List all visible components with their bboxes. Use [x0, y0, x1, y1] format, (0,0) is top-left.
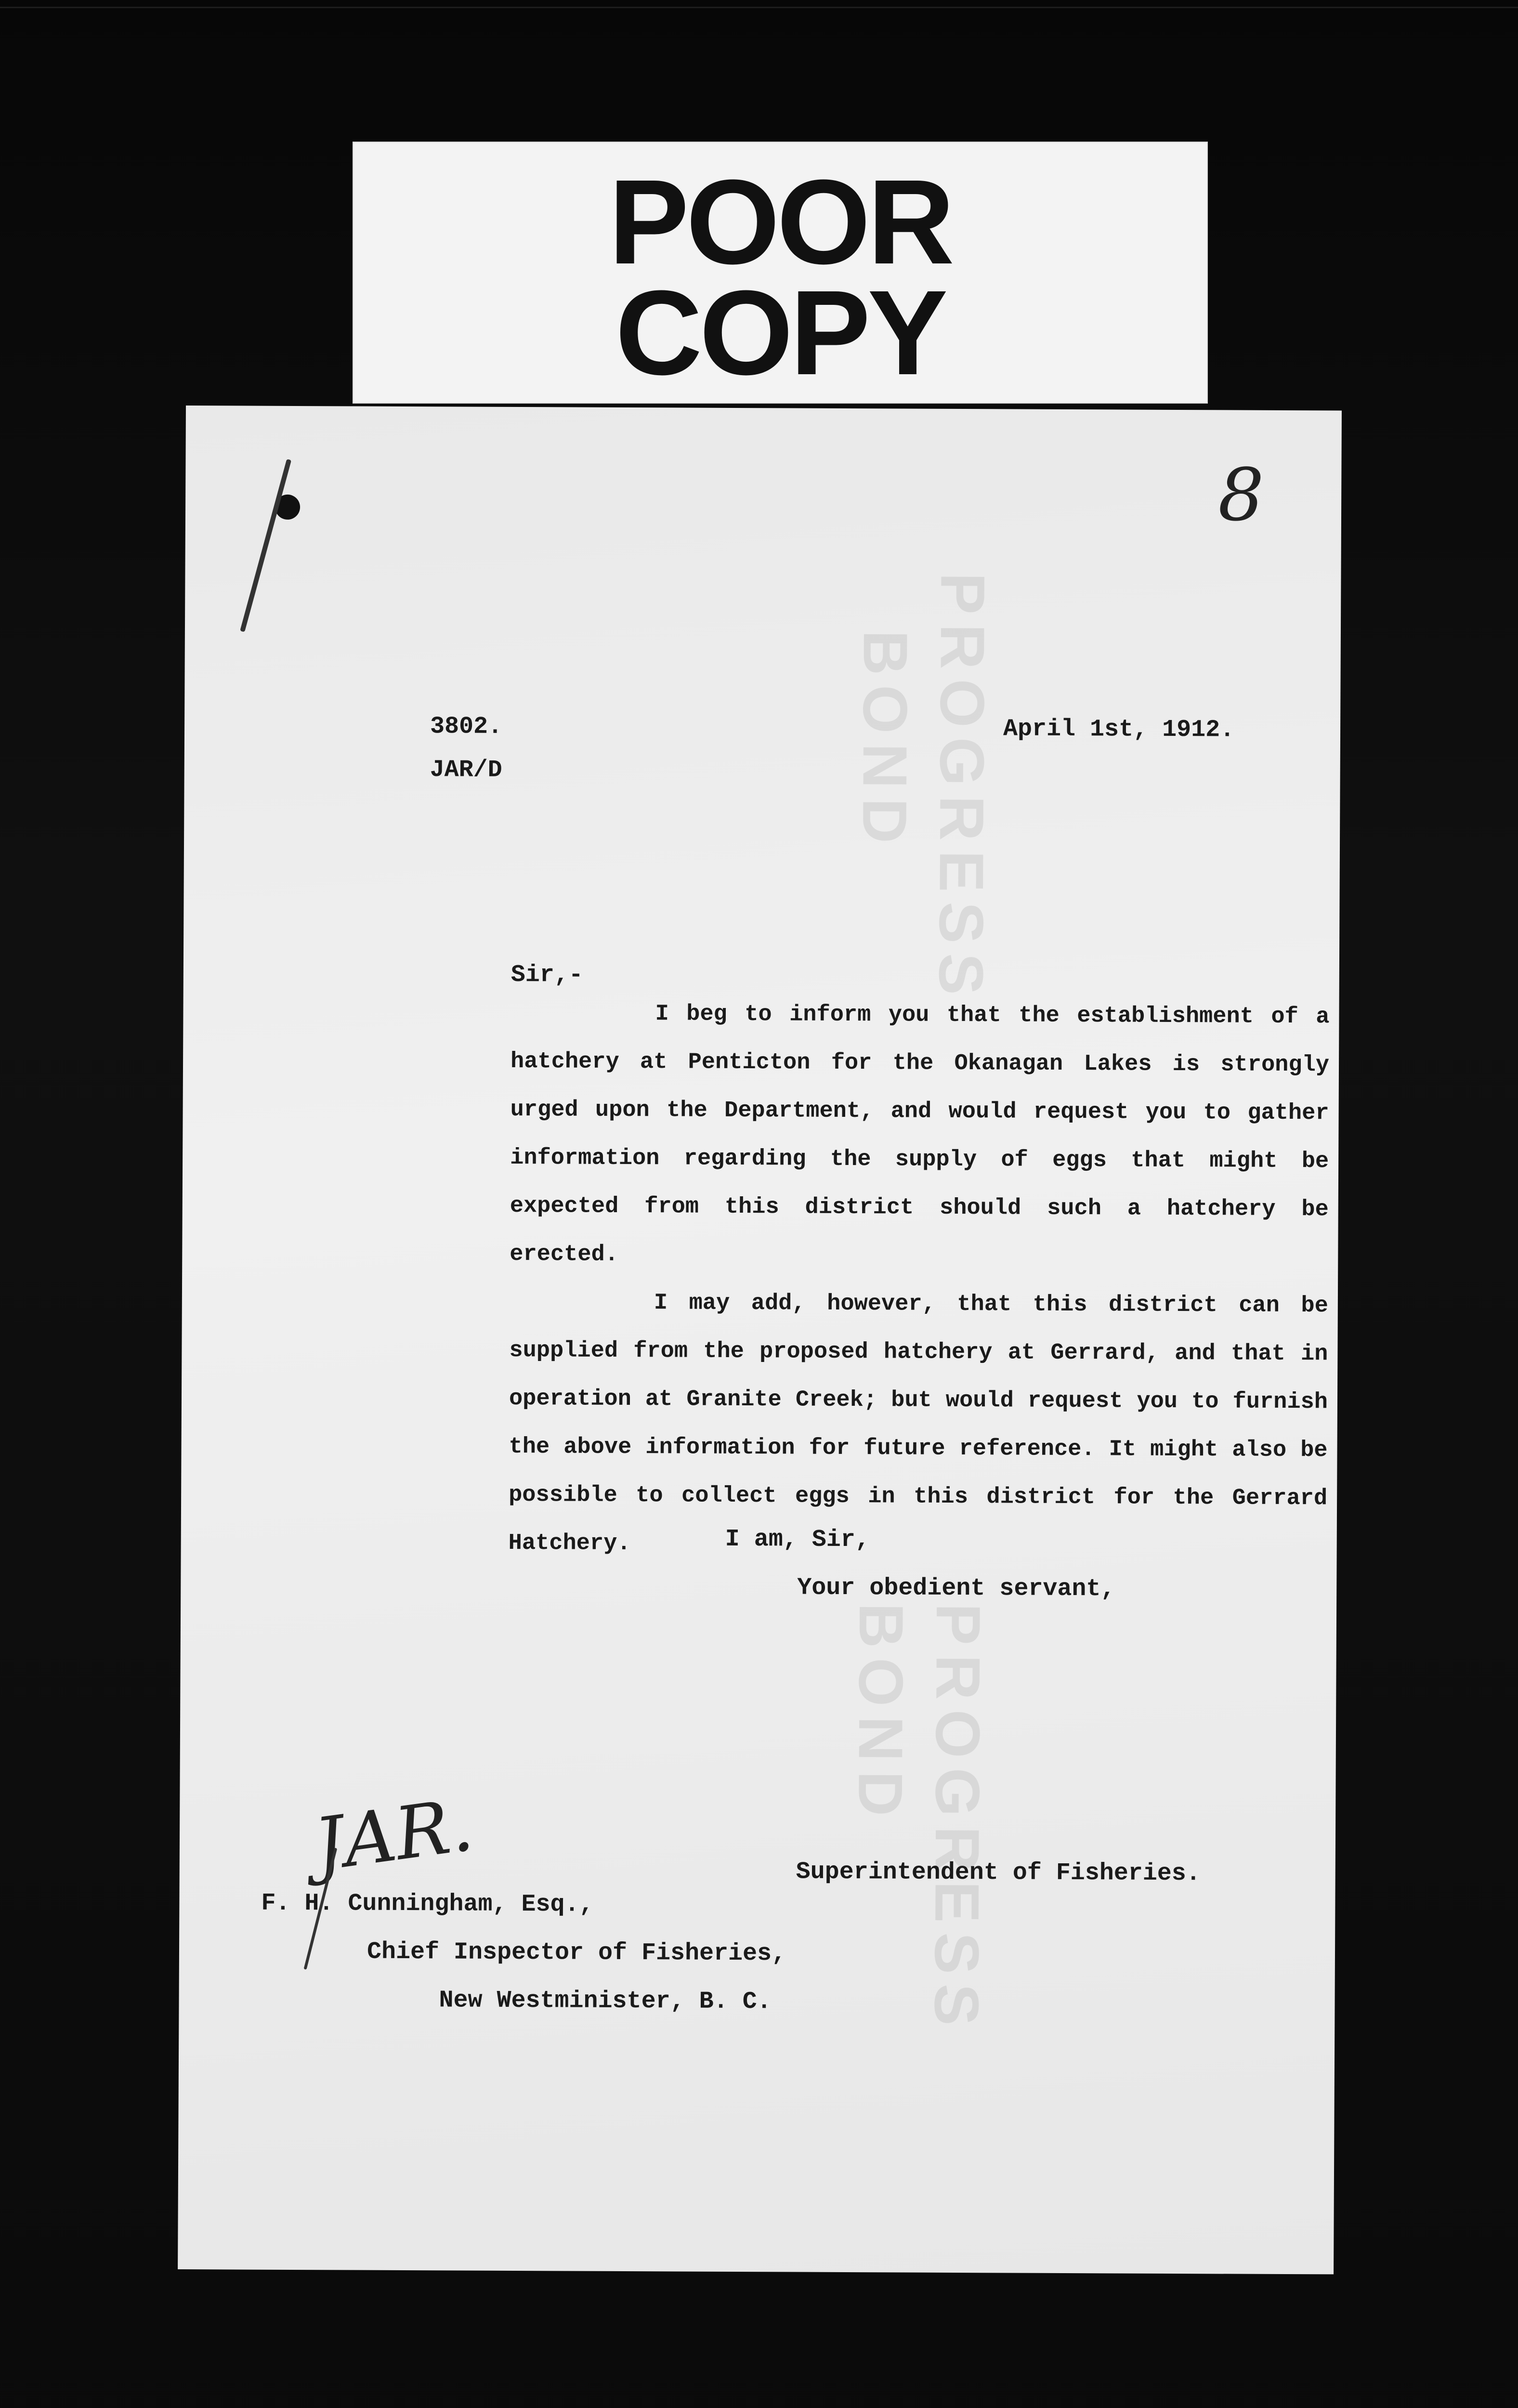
- address-line-1: F. H. Cunningham, Esq.,: [261, 1889, 594, 1919]
- pencil-mark: [240, 459, 291, 632]
- letter-date: April 1st, 1912.: [1003, 715, 1235, 744]
- poor-copy-line-1: POOR: [608, 155, 952, 289]
- watermark-bond: BOND: [849, 630, 921, 853]
- folio-number: 8: [1217, 453, 1265, 537]
- signature-title: Superintendent of Fisheries.: [796, 1858, 1201, 1888]
- film-edge-line: [0, 7, 1518, 8]
- paragraph: I beg to inform you that the establishment of a hatchery at Penticton for the Okanagan Lakes is strongly urged upon the Department, and would request you to gather information regarding the supply of eggs that might be expected from this district should such a hatchery be erected.: [510, 1001, 1330, 1268]
- file-reference: JAR/D: [430, 756, 502, 784]
- address-line-2: Chief Inspector of Fisheries,: [366, 1938, 786, 1968]
- watermark-bond-lower: BOND: [845, 1603, 917, 1826]
- letter-body: [508, 990, 1329, 1571]
- poor-copy-line-2: COPY: [615, 265, 945, 400]
- watermark-progress-lower: PROGRESS: [921, 1603, 994, 2036]
- file-number: 3802.: [430, 713, 503, 741]
- salutation: Sir,-: [510, 961, 584, 989]
- closing-line-1: I am, Sir,: [725, 1525, 870, 1554]
- watermark-progress: PROGRESS: [926, 572, 998, 1005]
- paragraph: I may add, however, that this district can be supplied from the proposed hatchery at Gerrard, and that in operation at Granite Creek; but would request you to furnish the above information for future reference. It might also be possible to collect eggs in this district for the Gerrard Hatchery.: [508, 1290, 1328, 1557]
- handwritten-initials: JAR.: [309, 1783, 478, 1888]
- poor-copy-label: [353, 142, 1208, 404]
- letter-sheet: [178, 406, 1342, 2274]
- address-line-3: New Westminister, B. C.: [439, 1987, 772, 2016]
- closing-line-2: Your obedient servant,: [797, 1574, 1115, 1603]
